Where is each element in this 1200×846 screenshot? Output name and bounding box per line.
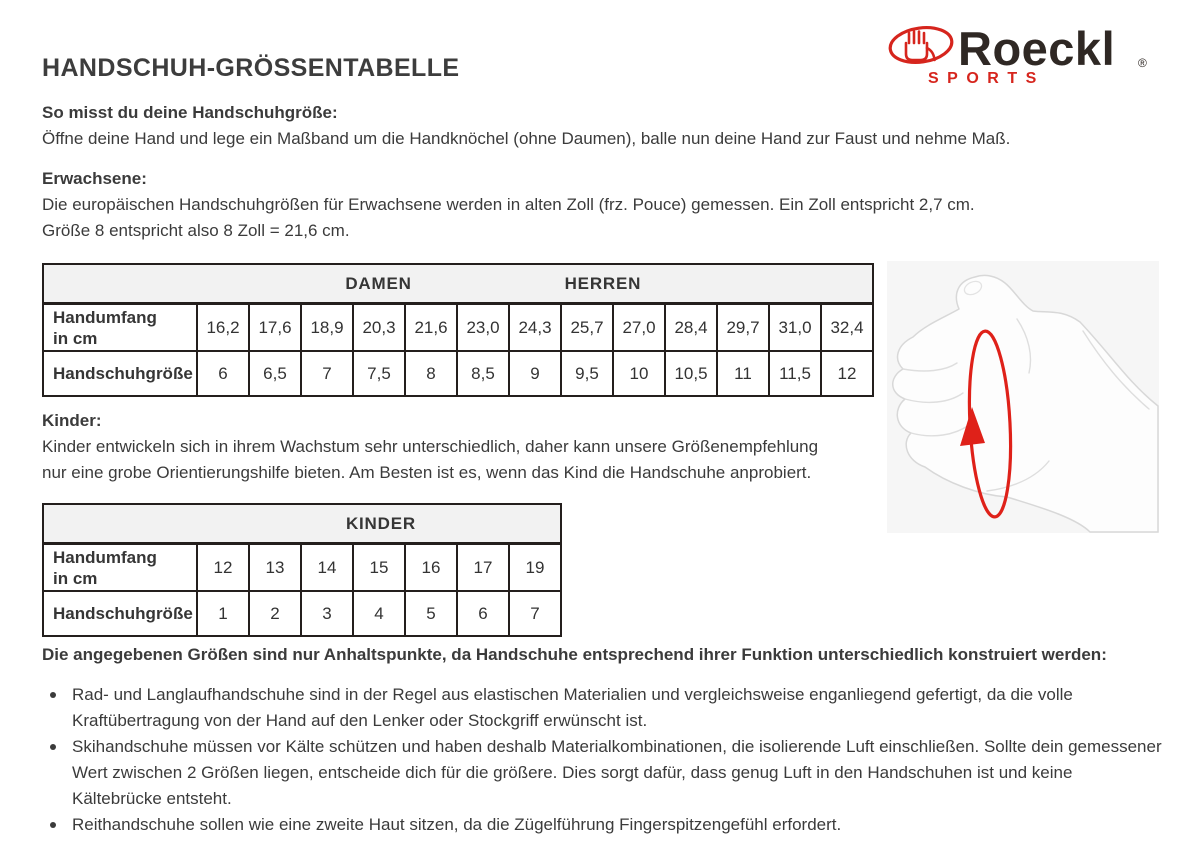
children-circumference-value: 12 [197, 544, 249, 592]
children-table-header-row [43, 504, 561, 544]
bullet-dot-icon [42, 682, 72, 734]
children-circumference-row [43, 544, 561, 592]
adult-circumference-value: 25,7 [561, 304, 613, 352]
adult-circumference-value: 18,9 [301, 304, 353, 352]
children-size-value: 3 [301, 591, 353, 636]
children-size-value: 6 [457, 591, 509, 636]
adult-circumference-value: 17,6 [249, 304, 301, 352]
bullet-text: Skihandschuhe müssen vor Kälte schützen und haben deshalb Materialkombinationen, die isolierende Luft einschließen. Sollte dein gemessener Wert zwischen 2 Größen liegen, entscheide dich für die größere. Dies sorgt dafür, dass genug Luft in den Handschuhen ist und keine Kältebrücke entsteht. [72, 737, 1162, 808]
logo-subbrand-text: SPORTS [928, 70, 1045, 87]
bullet-text: Reithandschuhe sollen wie eine zweite Haut sitzen, da die Zügelführung Fingerspitzengefühl erfordert. [72, 815, 842, 834]
bullet-dot-icon [42, 812, 72, 838]
adults-text-line1: Die europäischen Handschuhgrößen für Erwachsene werden in alten Zoll (frz. Pouce) gemessen. Ein Zoll entspricht 2,7 cm. [42, 195, 975, 214]
notes-section [42, 642, 1164, 838]
adult-circumference-value: 28,4 [665, 304, 717, 352]
herren-group-label: HERREN [564, 273, 642, 293]
adult-size-value: 8,5 [457, 351, 509, 396]
notes-bullet-list [42, 682, 1164, 838]
adult-size-value: 8 [405, 351, 457, 396]
children-size-label: Handschuhgröße [43, 591, 197, 636]
children-size-row [43, 591, 561, 636]
adult-size-row [43, 351, 873, 396]
adult-size-value: 11 [717, 351, 769, 396]
list-item [42, 682, 1164, 734]
children-circumference-value: 19 [509, 544, 561, 592]
intro-section [42, 100, 1042, 152]
adult-size-value: 7 [301, 351, 353, 396]
glove-hand-icon [888, 24, 954, 66]
list-item [42, 734, 1164, 812]
kinder-group-label: KINDER [345, 513, 416, 533]
children-circumference-value: 17 [457, 544, 509, 592]
page-title: HANDSCHUH-GRÖSSENTABELLE [42, 54, 460, 82]
intro-heading: So misst du deine Handschuhgröße: [42, 103, 338, 122]
adult-size-value: 9 [509, 351, 561, 396]
adult-circumference-value: 23,0 [457, 304, 509, 352]
children-text: Kinder entwickeln sich in ihrem Wachstum sehr unterschiedlich, daher kann unsere Größenempfehlung nur eine grobe Orientierungshilfe bieten. Am Besten ist es, wenn das Kind die Handschuhe anprobiert. [42, 437, 819, 482]
bullet-text: Rad- und Langlaufhandschuhe sind in der Regel aus elastischen Materialien und vergleichsweise enganliegend gefertigt, da die volle Kraftübertragung von der Hand auf den Lenker oder Stockgriff erwünscht ist. [72, 685, 1073, 730]
adult-circumference-value: 21,6 [405, 304, 457, 352]
adults-heading: Erwachsene: [42, 169, 147, 188]
adult-size-value: 10 [613, 351, 665, 396]
adult-size-value: 7,5 [353, 351, 405, 396]
adult-table-header-row [43, 264, 873, 304]
adult-circumference-value: 16,2 [197, 304, 249, 352]
roeckl-sports-logo [888, 20, 1156, 102]
adults-text-line2: Größe 8 entspricht also 8 Zoll = 21,6 cm. [42, 221, 350, 240]
adult-size-table [42, 263, 874, 397]
adult-size-value: 11,5 [769, 351, 821, 396]
children-section [42, 408, 842, 486]
children-circumference-value: 13 [249, 544, 301, 592]
children-circumference-value: 14 [301, 544, 353, 592]
adult-size-label: Handschuhgröße [43, 351, 197, 396]
children-size-value: 2 [249, 591, 301, 636]
damen-group-label: DAMEN [345, 273, 412, 293]
adult-circumference-value: 20,3 [353, 304, 405, 352]
adult-circumference-value: 31,0 [769, 304, 821, 352]
adult-size-value: 6 [197, 351, 249, 396]
adult-size-value: 10,5 [665, 351, 717, 396]
logo-registered-mark: ® [1138, 56, 1147, 70]
children-heading: Kinder: [42, 411, 102, 430]
children-size-value: 7 [509, 591, 561, 636]
adult-circumference-value: 29,7 [717, 304, 769, 352]
list-item [42, 812, 1164, 838]
adult-circumference-label: Handumfang in cm [43, 304, 197, 352]
notes-heading: Die angegebenen Größen sind nur Anhaltspunkte, da Handschuhe entsprechend ihrer Funktion unterschiedlich konstruiert werden: [42, 645, 1107, 664]
adult-circumference-value: 27,0 [613, 304, 665, 352]
hand-measurement-photo [887, 261, 1159, 533]
children-size-value: 1 [197, 591, 249, 636]
adult-size-value: 9,5 [561, 351, 613, 396]
children-size-table [42, 503, 562, 637]
children-size-value: 4 [353, 591, 405, 636]
adults-section [42, 166, 1042, 244]
adult-circumference-row [43, 304, 873, 352]
logo-brand-text: Roeckl [958, 22, 1116, 75]
children-circumference-label: Handumfang in cm [43, 544, 197, 592]
children-circumference-value: 15 [353, 544, 405, 592]
bullet-dot-icon [42, 734, 72, 812]
children-size-value: 5 [405, 591, 457, 636]
children-circumference-value: 16 [405, 544, 457, 592]
adult-size-value: 6,5 [249, 351, 301, 396]
adult-size-value: 12 [821, 351, 873, 396]
children-table-header-cell [43, 504, 561, 544]
adult-table-header-cell [43, 264, 873, 304]
intro-text: Öffne deine Hand und lege ein Maßband um die Handknöchel (ohne Daumen), balle nun deine Hand zur Faust und nehme Maß. [42, 129, 1011, 148]
adult-circumference-value: 32,4 [821, 304, 873, 352]
adult-circumference-value: 24,3 [509, 304, 561, 352]
